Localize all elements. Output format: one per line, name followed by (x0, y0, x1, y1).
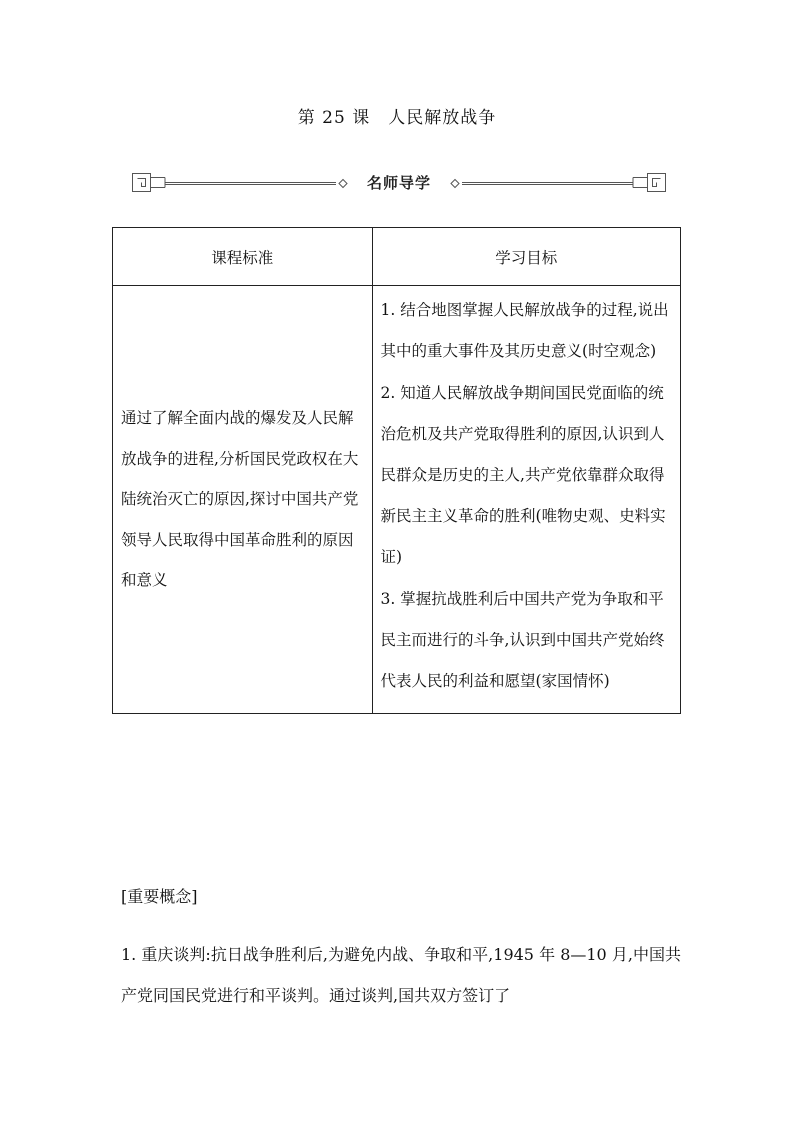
objective-item: 2. 知道人民解放战争期间国民党面临的统治危机及共产党取得胜利的原因,认识到人民群众是历史的主人,共产党依靠群众取得新民主主义革命的胜利(唯物史观、史料实证) (380, 384, 666, 566)
section-banner (131, 168, 667, 196)
objective-item: 1. 结合地图掌握人民解放战争的过程,说出其中的重大事件及其历史意义(时空观念) (380, 301, 669, 360)
concept-item: 1. 重庆谈判:抗日战争胜利后,为避免内战、争取和平,1945 年 8—10 月,中国共产党同国民党进行和平谈判。通过谈判,国共双方签订了 (121, 945, 681, 1005)
curriculum-table (112, 227, 681, 714)
learning-objectives-cell (372, 286, 680, 714)
header-curriculum-standard: 课程标准 (113, 228, 373, 286)
curriculum-standard-cell: 通过了解全面内战的爆发及人民解放战争的进程,分析国民党政权在大陆统治灭亡的原因,探讨中国共产党领导人民取得中国革命胜利的原因和意义 (113, 286, 373, 714)
key-concepts-section (121, 882, 681, 1016)
banner-label: 名师导学 (366, 174, 431, 192)
objective-item: 3. 掌握抗战胜利后中国共产党为争取和平民主而进行的斗争,认识到中国共产党始终代表人民的利益和愿望(家国情怀) (380, 590, 665, 690)
page-title: 第 25 课 人民解放战争 (297, 108, 497, 128)
key-concepts-heading: [重要概念] (121, 887, 198, 906)
table-header-row (113, 228, 681, 286)
table-row (113, 286, 681, 714)
header-learning-objectives: 学习目标 (372, 228, 680, 286)
